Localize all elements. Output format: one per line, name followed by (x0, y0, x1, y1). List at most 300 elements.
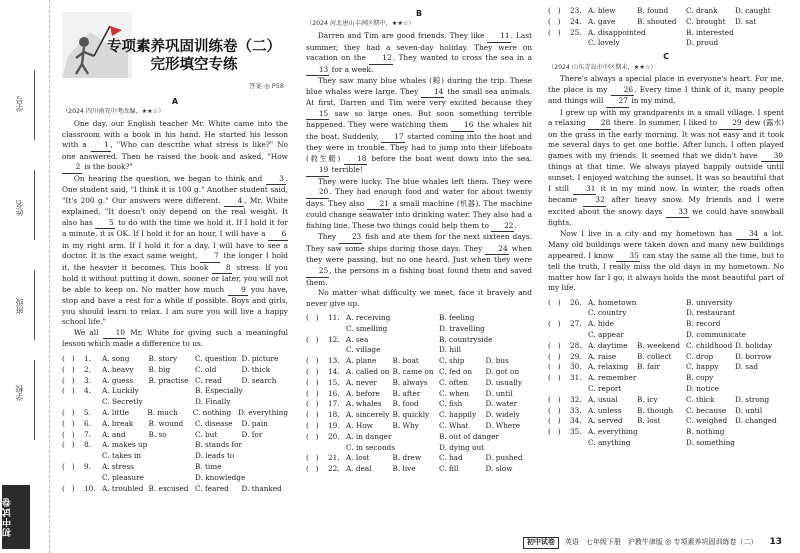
column-right (548, 6, 784, 449)
option-row (62, 484, 288, 495)
option-row (548, 427, 784, 438)
option-choice[interactable]: D. restaurant (686, 308, 736, 318)
option-row (306, 421, 532, 432)
option-choice[interactable]: C. What (439, 421, 469, 431)
option-choice[interactable]: A. gave (588, 16, 616, 26)
answer-slot[interactable]: ( ) (306, 388, 319, 398)
question-number: 9. (84, 461, 91, 471)
passage-text: before the boat went down into the sea. (367, 153, 532, 163)
option-choice[interactable]: B. after (392, 388, 421, 398)
worksheet-header (62, 6, 288, 94)
footer-brand: 初中试卷 (523, 537, 559, 549)
option-choice[interactable]: C. brought (686, 16, 726, 26)
passage-text: saw so large ones. But soon something terrible happened. They were watching them (306, 108, 532, 130)
blank-32[interactable]: 32 (583, 195, 606, 207)
option-choice[interactable]: D. something (686, 438, 735, 448)
option-choice[interactable]: C. anything (588, 438, 631, 448)
option-row (306, 345, 532, 356)
answer-slot[interactable]: ( ) (62, 353, 75, 363)
option-choice[interactable]: B. collect (637, 351, 672, 361)
blank-5[interactable]: 5 (95, 218, 115, 230)
option-choice[interactable]: D. pain (241, 418, 268, 428)
option-row (62, 408, 288, 419)
option-choice[interactable]: D. notice (686, 384, 719, 394)
blank-15[interactable]: 15 (306, 109, 329, 121)
option-choice[interactable]: A. everything (588, 427, 638, 437)
blank-27[interactable]: 27 (606, 96, 629, 108)
answer-slot[interactable]: ( ) (62, 483, 75, 493)
answer-slot[interactable]: ( ) (62, 386, 75, 396)
option-row (306, 356, 532, 367)
passage-text: They saw many blue whales (鲸) during the trip. These blue whales were large. They (306, 76, 532, 96)
passage-text: . They wanted to cross the sea in a (392, 53, 532, 63)
option-choice[interactable]: C. read (195, 375, 222, 385)
option-choice[interactable]: C. thick (686, 394, 715, 404)
passage-text: One day, our English teacher Mr. White came into the classroom with a book in his hand. He started his lesson with a (62, 119, 288, 150)
option-choice[interactable]: C. weighed (686, 416, 728, 426)
option-choice[interactable]: C. ship (439, 356, 465, 366)
option-choice[interactable]: C. fed on (439, 367, 473, 377)
option-choice[interactable]: C. happily (439, 410, 477, 420)
blank-30[interactable]: 30 (761, 151, 784, 163)
option-choice[interactable]: A. heavy (102, 364, 134, 374)
paragraph (62, 174, 288, 328)
option-choice[interactable]: D. pushed (485, 453, 523, 463)
passage-text: Now I live in a city and my hometown has (559, 228, 737, 238)
answer-slot[interactable]: ( ) (306, 464, 319, 474)
question-number: 2. (84, 364, 91, 374)
blank-13[interactable]: 13 (306, 65, 329, 77)
option-choice[interactable]: C. country (588, 308, 627, 318)
option-choice[interactable]: D. thanked (241, 483, 282, 493)
option-choice[interactable]: C. fish (439, 399, 463, 409)
answer-slot[interactable]: ( ) (306, 367, 319, 377)
answer-slot[interactable]: ( ) (306, 334, 319, 344)
column-left (62, 6, 288, 494)
answer-slot[interactable]: ( ) (548, 394, 561, 404)
passage-text: , the persons in a fishing boat found them and saved them. (306, 265, 532, 287)
blank-17[interactable]: 17 (381, 132, 404, 144)
option-choice[interactable]: D. proud (686, 38, 719, 48)
blank-24[interactable]: 24 (485, 244, 508, 256)
option-choice[interactable]: A. disappointed (588, 27, 646, 37)
option-choice[interactable]: C. because (686, 405, 727, 415)
blank-34[interactable]: 34 (736, 229, 759, 241)
option-choice[interactable]: B. university (686, 297, 733, 307)
blank-14[interactable]: 14 (421, 87, 444, 99)
passage-text: there. In summer, I liked to (611, 118, 720, 128)
option-choice[interactable]: D. widely (485, 410, 520, 420)
paragraph (62, 119, 288, 174)
passage-b-title: B (415, 9, 423, 18)
passage-c-options (548, 298, 784, 449)
brand-logo: 初中试卷 (2, 485, 30, 549)
answer-slot[interactable]: ( ) (548, 319, 561, 329)
blank-16[interactable]: 16 (451, 120, 474, 132)
question-number: 3. (84, 375, 91, 385)
blank-35[interactable]: 35 (616, 251, 639, 263)
option-choice[interactable]: B. countryside (439, 334, 493, 344)
option-choice[interactable]: A. song (102, 353, 130, 363)
option-row (306, 367, 532, 378)
school-line (34, 360, 35, 440)
option-choice[interactable]: B. food (392, 399, 419, 409)
blank-21[interactable]: 21 (367, 199, 390, 211)
option-choice[interactable]: D. strong (735, 394, 770, 404)
option-choice[interactable]: C. but (195, 429, 218, 439)
passage-text: There's always a special place in everyone's heart. For me, the place is my (548, 74, 784, 94)
question-number: 10. (84, 483, 96, 493)
blank-8[interactable]: 8 (212, 263, 232, 275)
passage-text: . They had enough food and water for about twenty days. They also (306, 187, 532, 208)
option-choice[interactable]: A. hometown (588, 297, 637, 307)
passage-text: fish and ate them for the next sixteen days. They saw some ships during those days. They (306, 232, 533, 253)
passage-text: . Last summer, they had a seven-day holiday. They were on vacation on the (306, 31, 532, 63)
blank-2[interactable]: 2 (62, 162, 82, 174)
option-choice[interactable]: C. old (195, 364, 217, 374)
option-choice[interactable]: D. until (485, 388, 513, 398)
option-choice[interactable]: B. quickly (392, 410, 430, 420)
option-choice[interactable]: C. in seconds (346, 442, 395, 452)
question-number: 19. (328, 421, 340, 431)
option-choice[interactable]: D. got on (485, 367, 520, 377)
passage-text: They were lucky. The blue whales left them. They were (317, 176, 532, 186)
option-choice[interactable]: A. plane (346, 356, 377, 366)
option-choice[interactable]: B. wound (148, 418, 184, 428)
option-choice[interactable]: B. out of danger (439, 431, 499, 441)
name-label: 姓名 (15, 200, 24, 216)
option-choice[interactable]: A. unless (588, 405, 622, 415)
answer-slot[interactable]: ( ) (306, 431, 319, 441)
option-choice[interactable]: B. Why (392, 421, 419, 431)
option-choice[interactable]: A. makes up (102, 440, 148, 450)
answer-slot[interactable]: ( ) (62, 440, 75, 450)
option-choice[interactable]: A. little (102, 407, 130, 417)
answer-slot[interactable]: ( ) (306, 453, 319, 463)
option-choice[interactable]: D. knowledge (195, 472, 246, 482)
passage-c-title: C (663, 52, 669, 62)
blank-25[interactable]: 25 (306, 266, 329, 278)
answer-slot[interactable]: ( ) (62, 461, 75, 471)
passage-text: to do with the time we hold it. If I hold it for a minute, it is OK. If I hold it for an hour, I will have a (62, 217, 289, 239)
passage-text: They (317, 232, 339, 242)
option-row (306, 443, 532, 454)
blank-9[interactable]: 9 (228, 285, 248, 297)
paragraph (548, 108, 784, 229)
option-choice[interactable]: D. bus (485, 356, 509, 366)
option-choice[interactable]: A. stress (102, 461, 134, 471)
answer-slot[interactable]: ( ) (548, 351, 561, 361)
option-choice[interactable]: B. always (392, 377, 428, 387)
option-choice[interactable]: B. lost (637, 416, 661, 426)
option-choice[interactable]: D. search (241, 375, 277, 385)
question-number: 32. (570, 394, 582, 404)
option-choice[interactable]: C. happy (686, 362, 719, 372)
option-choice[interactable]: C. feared (195, 483, 229, 493)
passage-text: a lot. Many old buildings were taken down and many new buildings appeared. I know (548, 228, 784, 260)
option-choice[interactable]: D. borrow (735, 351, 772, 361)
paragraph (306, 76, 532, 177)
option-row (548, 330, 784, 341)
option-choice[interactable]: C. when (439, 388, 469, 398)
option-choice[interactable]: C. report (588, 384, 622, 394)
answer-slot[interactable]: ( ) (548, 405, 561, 415)
option-choice[interactable]: B. though (637, 405, 674, 415)
option-choice[interactable]: B. drew (392, 453, 422, 463)
paragraph (306, 232, 532, 288)
option-choice[interactable]: D. leads to (195, 451, 235, 461)
answer-slot[interactable]: ( ) (306, 313, 319, 323)
question-number: 33. (570, 405, 582, 415)
blank-26[interactable]: 26 (611, 85, 634, 97)
option-choice[interactable]: D. until (735, 405, 763, 415)
option-choice[interactable]: A. in danger (346, 431, 392, 441)
title-line-2: 完形填空专练 (150, 57, 238, 74)
blank-20[interactable]: 20 (306, 187, 329, 199)
option-row (62, 440, 288, 451)
worksheet-title (104, 38, 284, 74)
option-row (306, 378, 532, 389)
option-choice[interactable]: A. troubled (102, 483, 144, 493)
answer-slot[interactable]: ( ) (62, 364, 75, 374)
option-choice[interactable]: C. village (346, 345, 381, 355)
option-choice[interactable]: A. sincerely (346, 410, 390, 420)
name-line (34, 170, 35, 240)
answer-slot[interactable]: ( ) (62, 429, 75, 439)
option-row (548, 416, 784, 427)
passage-text: is the book?" (82, 162, 133, 172)
option-choice[interactable]: B. copy (686, 373, 714, 383)
question-number: 7. (84, 429, 91, 439)
blank-3[interactable]: 3 (266, 174, 286, 186)
answer-slot[interactable]: ( ) (62, 407, 75, 417)
option-row (62, 354, 288, 365)
option-choice[interactable]: A. receiving (346, 313, 391, 323)
option-choice[interactable]: B. excused (148, 483, 189, 493)
option-choice[interactable]: B. shouted (637, 16, 677, 26)
option-choice[interactable]: C. takes in (102, 451, 142, 461)
option-choice[interactable]: A. raise (588, 351, 617, 361)
answer-slot[interactable]: ( ) (548, 373, 561, 383)
option-choice[interactable]: A. deal (346, 464, 372, 474)
option-choice[interactable]: B. found (637, 6, 669, 15)
option-choice[interactable]: D. thick (241, 364, 271, 374)
option-choice[interactable]: C. Secretly (102, 397, 143, 407)
answer-slot[interactable]: ( ) (62, 375, 75, 385)
option-choice[interactable]: B. feeling (439, 313, 475, 323)
option-choice[interactable]: B. Especially (195, 386, 243, 396)
answer-slot[interactable]: ( ) (548, 416, 561, 426)
option-choice[interactable]: A. called on (346, 367, 390, 377)
option-choice[interactable]: D. usually (485, 377, 523, 387)
option-choice[interactable]: D. holiday (735, 340, 773, 350)
blank-12[interactable]: 12 (369, 53, 392, 65)
blank-19[interactable]: 19 (306, 165, 329, 177)
question-number: 22. (328, 464, 340, 474)
option-choice[interactable]: A. lost (346, 453, 370, 463)
option-choice[interactable]: A. whales (346, 399, 382, 409)
option-choice[interactable]: D. sad (735, 362, 758, 372)
option-choice[interactable]: B. so (148, 429, 167, 439)
option-choice[interactable]: A. daytime (588, 340, 628, 350)
option-choice[interactable]: C. question (195, 353, 237, 363)
blank-28[interactable]: 28 (588, 118, 611, 130)
option-choice[interactable]: D. for (241, 429, 263, 439)
answer-slot[interactable]: ( ) (548, 340, 561, 350)
option-row (62, 451, 288, 462)
answer-slot[interactable]: ( ) (548, 27, 561, 37)
option-row (306, 464, 532, 475)
blank-33[interactable]: 33 (666, 207, 689, 219)
blank-23[interactable]: 23 (339, 232, 362, 244)
option-choice[interactable]: C. fill (439, 464, 459, 474)
option-choice[interactable]: A. before (346, 388, 380, 398)
option-choice[interactable]: B. weekend (637, 340, 680, 350)
answer-slot[interactable]: ( ) (62, 418, 75, 428)
option-row (548, 298, 784, 309)
option-choice[interactable]: A. usual (588, 394, 618, 404)
answer-slot[interactable]: ( ) (548, 362, 561, 372)
option-row (548, 384, 784, 395)
option-choice[interactable]: D. everything (238, 407, 289, 417)
question-number: 30. (570, 362, 582, 372)
answer-slot[interactable]: ( ) (306, 399, 319, 409)
option-choice[interactable]: C. pleasure (102, 472, 144, 482)
option-row (548, 308, 784, 319)
option-choice[interactable]: D. hill (439, 345, 461, 355)
option-choice[interactable]: B. came on (392, 367, 434, 377)
option-row (62, 365, 288, 376)
passage-a-title: A (171, 97, 179, 106)
blank-11[interactable]: 11 (487, 31, 510, 43)
passage-text: you have, stop and have a rest for a while if possible. Boys and girls, you should learn to relax. I am sure you will live a happy school life." (62, 284, 288, 327)
option-choice[interactable]: B. boat (392, 356, 419, 366)
blank-22[interactable]: 22 (491, 221, 514, 233)
passage-text: the whales hit the boat. Suddenly, (306, 120, 532, 141)
question-number: 35. (570, 427, 582, 437)
option-choice[interactable]: B. live (392, 464, 416, 474)
blank-7[interactable]: 7 (200, 251, 220, 263)
answer-page-ref: 答案 ◎ P58 (249, 82, 284, 90)
option-choice[interactable]: C. nothing (192, 407, 232, 417)
passage-text: when they were passing, but no one heard. Just when they were (306, 243, 532, 265)
answer-slot[interactable]: ( ) (306, 410, 319, 420)
blank-18[interactable]: 18 (344, 154, 367, 166)
option-choice[interactable]: A. hide (588, 319, 614, 329)
option-choice[interactable]: D. sat (735, 16, 757, 26)
paragraph (548, 229, 784, 294)
option-choice[interactable]: D. Where (485, 421, 521, 431)
option-choice[interactable]: C. often (439, 377, 469, 387)
blank-10[interactable]: 10 (103, 328, 126, 340)
option-choice[interactable]: B. time (195, 461, 222, 471)
binding-margin (0, 0, 50, 553)
option-choice[interactable]: B. practise (148, 375, 189, 385)
answer-slot[interactable]: ( ) (548, 6, 561, 15)
option-row (306, 410, 532, 421)
blank-1[interactable]: 1 (91, 140, 111, 152)
answer-slot[interactable]: ( ) (548, 427, 561, 437)
student-id-label: 学号 (15, 96, 24, 112)
option-choice[interactable]: D. travelling (439, 323, 485, 333)
option-choice[interactable]: C. drop (686, 351, 714, 361)
option-choice[interactable]: D. changed (735, 416, 777, 426)
option-choice[interactable]: B. stands for (195, 440, 243, 450)
option-choice[interactable]: B. interested (686, 27, 734, 37)
option-choice[interactable]: A. and (102, 429, 126, 439)
option-row (548, 341, 784, 352)
option-choice[interactable]: A. served (588, 416, 623, 426)
question-number: 8. (84, 440, 91, 450)
option-row (62, 397, 288, 408)
option-choice[interactable]: C. disease (195, 418, 233, 428)
option-choice[interactable]: C. appear (588, 330, 624, 340)
option-row (62, 386, 288, 397)
option-choice[interactable]: A. remember (588, 373, 637, 383)
option-choice[interactable]: C. drank (686, 6, 718, 15)
blank-6[interactable]: 6 (268, 229, 288, 241)
option-row (548, 362, 784, 373)
question-number: 6. (84, 418, 91, 428)
option-choice[interactable]: C. had (439, 453, 463, 463)
option-choice[interactable]: A. guess (102, 375, 134, 385)
option-choice[interactable]: D. picture (241, 353, 279, 363)
option-choice[interactable]: A. blew (588, 6, 616, 15)
option-choice[interactable]: B. nothing (686, 427, 725, 437)
option-choice[interactable]: A. How (346, 421, 373, 431)
option-choice[interactable]: A. relaxing (588, 362, 629, 372)
answer-slot[interactable]: ( ) (306, 421, 319, 431)
blank-29[interactable]: 29 (719, 118, 742, 130)
question-number: 4. (84, 386, 91, 396)
option-choice[interactable]: B. much (147, 407, 178, 417)
option-choice[interactable]: A. Luckily (102, 386, 139, 396)
option-choice[interactable]: C. lovely (588, 38, 620, 48)
option-choice[interactable]: C. childhood (686, 340, 733, 350)
option-row (62, 419, 288, 430)
answer-slot[interactable]: ( ) (548, 16, 561, 26)
blank-31[interactable]: 31 (573, 184, 596, 196)
option-choice[interactable]: D. communicate (686, 330, 746, 340)
option-choice[interactable]: B. story (148, 353, 178, 363)
question-number: 18. (328, 410, 340, 420)
question-number: 27. (570, 319, 582, 329)
passage-text: started coming into the boat and they were in trouble. They had to jump into their lifeboats (救生艇) (306, 131, 532, 163)
blank-4[interactable]: 4 (224, 196, 244, 208)
answer-slot[interactable]: ( ) (306, 356, 319, 366)
answer-slot[interactable]: ( ) (548, 297, 561, 307)
column-middle (306, 6, 532, 475)
option-choice[interactable]: D. dying out (439, 442, 485, 452)
question-number: 34. (570, 416, 582, 426)
option-choice[interactable]: C. smelling (346, 323, 388, 333)
option-choice[interactable]: D. slow (485, 464, 513, 474)
option-choice[interactable]: B. big (148, 364, 171, 374)
option-choice[interactable]: B. icy (637, 394, 658, 404)
option-choice[interactable]: D. Finally (195, 397, 231, 407)
option-choice[interactable]: D. water (485, 399, 518, 409)
passage-text: No matter what difficulty we meet, face it bravely and never give up. (306, 288, 532, 308)
answer-slot[interactable]: ( ) (306, 377, 319, 387)
question-number: 31. (570, 373, 582, 383)
option-choice[interactable]: B. fair (637, 362, 660, 372)
option-choice[interactable]: A. sea (346, 334, 369, 344)
option-choice[interactable]: D. caught (735, 6, 771, 15)
option-choice[interactable]: A. never (346, 377, 377, 387)
option-choice[interactable]: A. break (102, 418, 134, 428)
paragraph (306, 288, 532, 309)
option-choice[interactable]: B. record (686, 319, 721, 329)
